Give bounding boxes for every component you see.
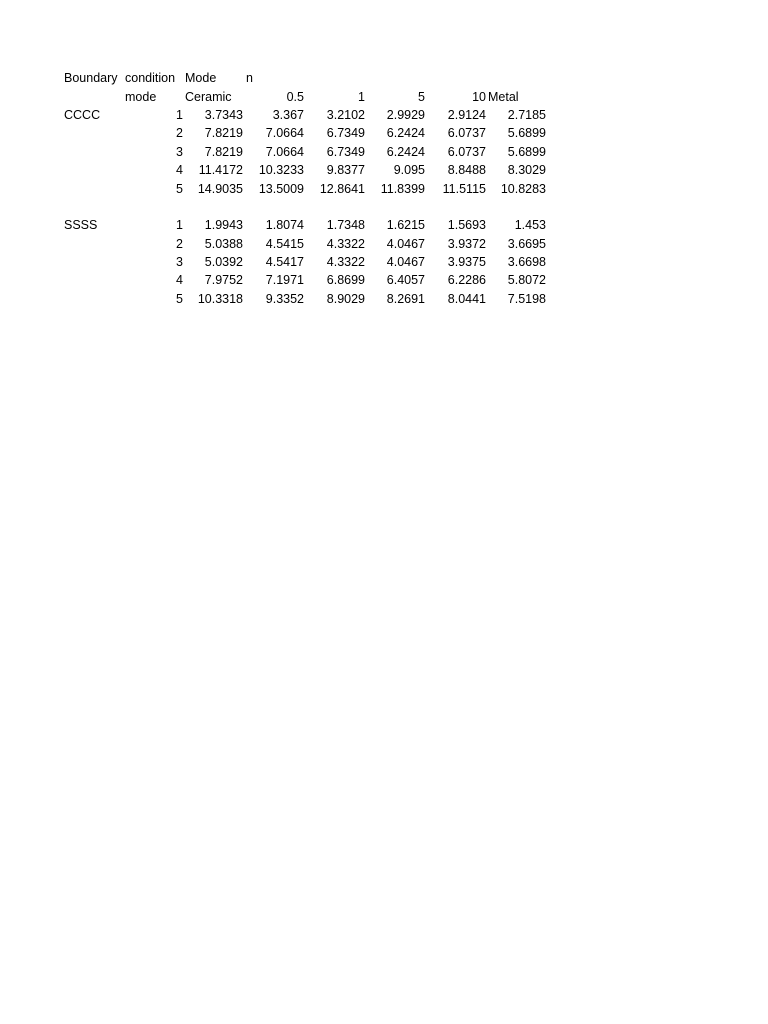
- value-cell: 7.1971: [265, 273, 304, 287]
- value-cell: 6.2424: [386, 126, 425, 140]
- value-cell: 9.3352: [265, 292, 304, 306]
- value-cell: 5.6899: [507, 126, 546, 140]
- value-cell: 1.9943: [204, 218, 243, 232]
- value-cell: 6.8699: [326, 273, 365, 287]
- value-cell: 3.2102: [326, 108, 365, 122]
- value-cell: 6.7349: [326, 145, 365, 159]
- value-cell: 9.8377: [326, 163, 365, 177]
- value-cell: 7.0664: [265, 126, 304, 140]
- value-cell: 4.3322: [326, 255, 365, 269]
- header-metal: Metal: [488, 90, 519, 104]
- value-cell: 8.3029: [507, 163, 546, 177]
- value-cell: 11.5115: [442, 182, 486, 196]
- value-cell: 14.9035: [197, 182, 243, 196]
- value-cell: 7.5198: [507, 292, 546, 306]
- header-boundary: Boundary: [64, 71, 118, 85]
- value-cell: 1.453: [514, 218, 546, 232]
- header-condition: condition: [125, 71, 176, 85]
- mode-cell: 2: [176, 126, 183, 140]
- value-cell: 8.8488: [447, 163, 486, 177]
- value-cell: 1.8074: [265, 218, 304, 232]
- value-cell: 6.0737: [447, 145, 486, 159]
- value-cell: 5.0392: [204, 255, 243, 269]
- value-cell: 10.8283: [500, 182, 546, 196]
- value-cell: 7.0664: [265, 145, 304, 159]
- value-cell: 2.7185: [507, 108, 546, 122]
- value-cell: 3.9375: [447, 255, 486, 269]
- value-cell: 4.3322: [326, 237, 365, 251]
- mode-cell: 4: [176, 163, 183, 177]
- value-cell: 2.9124: [447, 108, 486, 122]
- value-cell: 3.6695: [507, 237, 546, 251]
- value-cell: 10.3318: [197, 292, 243, 306]
- value-cell: 5.8072: [507, 273, 546, 287]
- group-label-cccc: CCCC: [64, 108, 101, 122]
- value-cell: 1.6215: [386, 218, 425, 232]
- value-cell: 2.9929: [386, 108, 425, 122]
- header-n-0-5: 0.5: [286, 90, 304, 104]
- value-cell: 7.8219: [204, 145, 243, 159]
- value-cell: 8.0441: [447, 292, 486, 306]
- value-cell: 3.7343: [204, 108, 243, 122]
- value-cell: 7.9752: [204, 273, 243, 287]
- mode-cell: 2: [176, 237, 183, 251]
- mode-cell: 1: [176, 108, 183, 122]
- value-cell: 8.9029: [326, 292, 365, 306]
- header-n-10: 10: [472, 90, 486, 104]
- value-cell: 3.6698: [507, 255, 546, 269]
- header-mode-sub: mode: [125, 90, 157, 104]
- value-cell: 6.0737: [447, 126, 486, 140]
- value-cell: 1.5693: [447, 218, 486, 232]
- value-cell: 6.7349: [326, 126, 365, 140]
- value-cell: 4.5417: [265, 255, 304, 269]
- mode-cell: 4: [176, 273, 183, 287]
- value-cell: 6.4057: [386, 273, 425, 287]
- value-cell: 4.5415: [265, 237, 304, 251]
- value-cell: 4.0467: [386, 255, 425, 269]
- group-label-ssss: SSSS: [64, 218, 98, 232]
- mode-cell: 5: [176, 292, 183, 306]
- value-cell: 12.8641: [319, 182, 365, 196]
- value-cell: 1.7348: [326, 218, 365, 232]
- mode-cell: 3: [176, 145, 183, 159]
- value-cell: 3.367: [272, 108, 304, 122]
- value-cell: 5.0388: [204, 237, 243, 251]
- header-n-1: 1: [358, 90, 365, 104]
- value-cell: 9.095: [393, 163, 425, 177]
- value-cell: 11.4172: [198, 163, 243, 177]
- value-cell: 7.8219: [204, 126, 243, 140]
- value-cell: 11.8399: [380, 182, 425, 196]
- value-cell: 10.3233: [258, 163, 304, 177]
- mode-cell: 5: [176, 182, 183, 196]
- mode-cell: 1: [176, 218, 183, 232]
- value-cell: 13.5009: [258, 182, 304, 196]
- header-n: n: [246, 71, 253, 85]
- header-ceramic: Ceramic: [185, 90, 232, 104]
- mode-cell: 3: [176, 255, 183, 269]
- value-cell: 5.6899: [507, 145, 546, 159]
- value-cell: 6.2286: [447, 273, 486, 287]
- value-cell: 8.2691: [386, 292, 425, 306]
- value-cell: 3.9372: [447, 237, 486, 251]
- value-cell: 4.0467: [386, 237, 425, 251]
- header-n-5: 5: [418, 90, 425, 104]
- header-mode: Mode: [185, 71, 217, 85]
- value-cell: 6.2424: [386, 145, 425, 159]
